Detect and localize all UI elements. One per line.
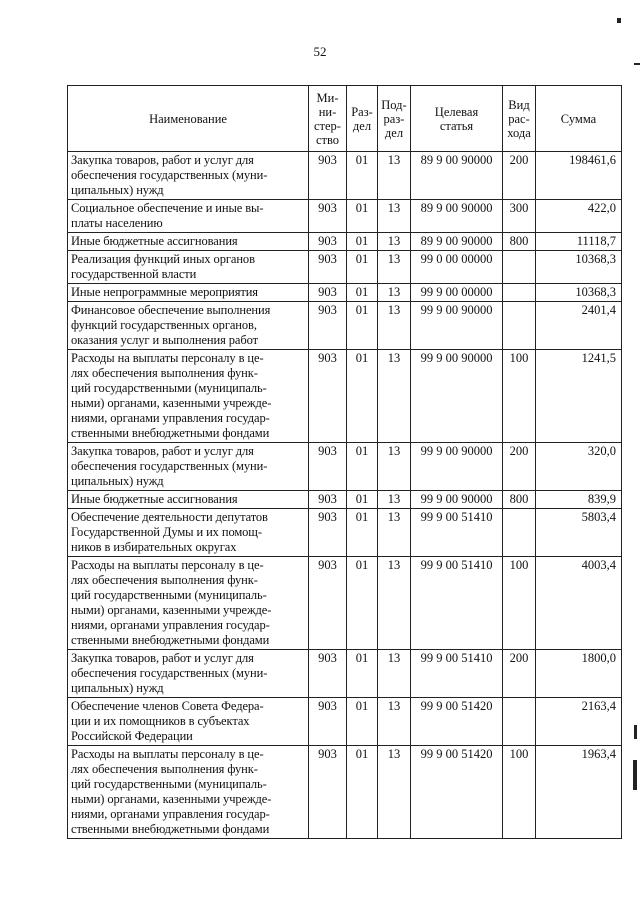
- row-subsection: 13: [378, 350, 411, 443]
- row-expense-type: [503, 284, 536, 302]
- row-amount: 198461,6: [536, 152, 622, 200]
- row-section: 01: [347, 443, 378, 491]
- row-ministry: 903: [309, 746, 347, 839]
- table-row: [68, 152, 622, 200]
- row-amount: 2401,4: [536, 302, 622, 350]
- row-expense-type: [503, 251, 536, 284]
- row-name: Закупка товаров, работ и услуг для обеспечения государственных (муни- ципальных) нужд: [68, 650, 309, 698]
- row-subsection: 13: [378, 443, 411, 491]
- row-expense-type: 200: [503, 152, 536, 200]
- row-amount: 4003,4: [536, 557, 622, 650]
- row-section: 01: [347, 491, 378, 509]
- row-section: 01: [347, 650, 378, 698]
- row-expense-type: 100: [503, 557, 536, 650]
- row-name: Закупка товаров, работ и услуг для обеспечения государственных (муни- ципальных) нужд: [68, 443, 309, 491]
- row-ministry: 903: [309, 233, 347, 251]
- table-row: [68, 746, 622, 839]
- row-subsection: 13: [378, 233, 411, 251]
- table-row: [68, 509, 622, 557]
- scan-mark: [633, 760, 637, 790]
- row-name: Социальное обеспечение и иные вы- платы населению: [68, 200, 309, 233]
- scan-mark: [617, 18, 621, 23]
- table-row: [68, 284, 622, 302]
- row-ministry: 903: [309, 443, 347, 491]
- row-section: 01: [347, 251, 378, 284]
- table-row: [68, 557, 622, 650]
- header-subsection: Под- раз- дел: [378, 86, 411, 152]
- header-target: Целевая статья: [411, 86, 503, 152]
- table-header: [68, 86, 622, 152]
- row-target: 89 9 00 90000: [411, 200, 503, 233]
- header-ministry: Ми- ни- стер- ство: [309, 86, 347, 152]
- row-name: Обеспечение деятельности депутатов Государственной Думы и их помощ- ников в избирательных округах: [68, 509, 309, 557]
- row-expense-type: 200: [503, 443, 536, 491]
- row-target: 99 9 00 51420: [411, 746, 503, 839]
- row-target: 99 9 00 51420: [411, 698, 503, 746]
- table-row: [68, 443, 622, 491]
- row-target: 99 9 00 90000: [411, 491, 503, 509]
- row-name: Иные бюджетные ассигнования: [68, 491, 309, 509]
- row-subsection: 13: [378, 284, 411, 302]
- table-row: [68, 200, 622, 233]
- row-name: Расходы на выплаты персоналу в це- лях обеспечения выполнения функ- ций государственными (муниципаль- ными) органами, казенными учрежде- ниями, органами управления государ- ственными внебюджетными фондами: [68, 557, 309, 650]
- row-ministry: 903: [309, 491, 347, 509]
- row-target: 99 9 00 51410: [411, 557, 503, 650]
- row-target: 99 9 00 90000: [411, 302, 503, 350]
- row-section: 01: [347, 233, 378, 251]
- row-amount: 2163,4: [536, 698, 622, 746]
- row-section: 01: [347, 509, 378, 557]
- row-ministry: 903: [309, 152, 347, 200]
- row-ministry: 903: [309, 350, 347, 443]
- row-section: 01: [347, 152, 378, 200]
- row-amount: 1241,5: [536, 350, 622, 443]
- scan-mark: [634, 63, 640, 65]
- header-amount: Сумма: [536, 86, 622, 152]
- row-amount: 1800,0: [536, 650, 622, 698]
- row-name: Обеспечение членов Совета Федера- ции и их помощников в субъектах Российской Федерации: [68, 698, 309, 746]
- row-target: 89 9 00 90000: [411, 152, 503, 200]
- row-ministry: 903: [309, 302, 347, 350]
- row-subsection: 13: [378, 746, 411, 839]
- table-body: [68, 152, 622, 839]
- row-section: 01: [347, 746, 378, 839]
- table-row: [68, 233, 622, 251]
- row-name: Иные непрограммные мероприятия: [68, 284, 309, 302]
- table-row: [68, 251, 622, 284]
- header-section: Раз- дел: [347, 86, 378, 152]
- row-name: Финансовое обеспечение выполнения функций государственных органов, оказания услуг и выполнения работ: [68, 302, 309, 350]
- row-name: Закупка товаров, работ и услуг для обеспечения государственных (муни- ципальных) нужд: [68, 152, 309, 200]
- row-ministry: 903: [309, 650, 347, 698]
- scan-mark: [634, 725, 637, 739]
- row-section: 01: [347, 284, 378, 302]
- header-expense-type: Вид рас- хода: [503, 86, 536, 152]
- row-target: 99 9 00 90000: [411, 443, 503, 491]
- row-expense-type: [503, 302, 536, 350]
- row-amount: 1963,4: [536, 746, 622, 839]
- budget-table: [67, 85, 622, 839]
- row-subsection: 13: [378, 251, 411, 284]
- row-ministry: 903: [309, 509, 347, 557]
- row-section: 01: [347, 200, 378, 233]
- row-subsection: 13: [378, 650, 411, 698]
- row-ministry: 903: [309, 557, 347, 650]
- row-name: Расходы на выплаты персоналу в це- лях обеспечения выполнения функ- ций государственными (муниципаль- ными) органами, казенными учрежде- ниями, органами управления государ- ственными внебюджетными фондами: [68, 350, 309, 443]
- row-name: Иные бюджетные ассигнования: [68, 233, 309, 251]
- row-target: 99 9 00 00000: [411, 284, 503, 302]
- row-section: 01: [347, 350, 378, 443]
- row-amount: 839,9: [536, 491, 622, 509]
- row-expense-type: [503, 509, 536, 557]
- row-expense-type: 200: [503, 650, 536, 698]
- row-expense-type: 800: [503, 233, 536, 251]
- row-target: 99 9 00 51410: [411, 650, 503, 698]
- row-expense-type: 100: [503, 746, 536, 839]
- row-expense-type: 300: [503, 200, 536, 233]
- row-name: Реализация функций иных органов государственной власти: [68, 251, 309, 284]
- row-ministry: 903: [309, 200, 347, 233]
- row-subsection: 13: [378, 509, 411, 557]
- table-row: [68, 650, 622, 698]
- row-amount: 422,0: [536, 200, 622, 233]
- header-name: Наименование: [68, 86, 309, 152]
- row-ministry: 903: [309, 251, 347, 284]
- row-amount: 10368,3: [536, 251, 622, 284]
- row-subsection: 13: [378, 491, 411, 509]
- row-target: 99 9 00 51410: [411, 509, 503, 557]
- row-amount: 320,0: [536, 443, 622, 491]
- row-subsection: 13: [378, 152, 411, 200]
- table-row: [68, 491, 622, 509]
- table-row: [68, 698, 622, 746]
- row-expense-type: 100: [503, 350, 536, 443]
- page-number: 52: [313, 44, 327, 59]
- row-target: 89 9 00 90000: [411, 233, 503, 251]
- row-subsection: 13: [378, 302, 411, 350]
- row-expense-type: 800: [503, 491, 536, 509]
- row-target: 99 9 00 90000: [411, 350, 503, 443]
- row-name: Расходы на выплаты персоналу в це- лях обеспечения выполнения функ- ций государственными (муниципаль- ными) органами, казенными учрежде- ниями, органами управления государ- ственными внебюджетными фондами: [68, 746, 309, 839]
- row-ministry: 903: [309, 698, 347, 746]
- row-amount: 11118,7: [536, 233, 622, 251]
- row-section: 01: [347, 557, 378, 650]
- table-row: [68, 350, 622, 443]
- table-row: [68, 302, 622, 350]
- row-subsection: 13: [378, 200, 411, 233]
- row-subsection: 13: [378, 698, 411, 746]
- row-amount: 10368,3: [536, 284, 622, 302]
- row-expense-type: [503, 698, 536, 746]
- row-section: 01: [347, 698, 378, 746]
- row-ministry: 903: [309, 284, 347, 302]
- row-subsection: 13: [378, 557, 411, 650]
- row-section: 01: [347, 302, 378, 350]
- row-amount: 5803,4: [536, 509, 622, 557]
- row-target: 99 0 00 00000: [411, 251, 503, 284]
